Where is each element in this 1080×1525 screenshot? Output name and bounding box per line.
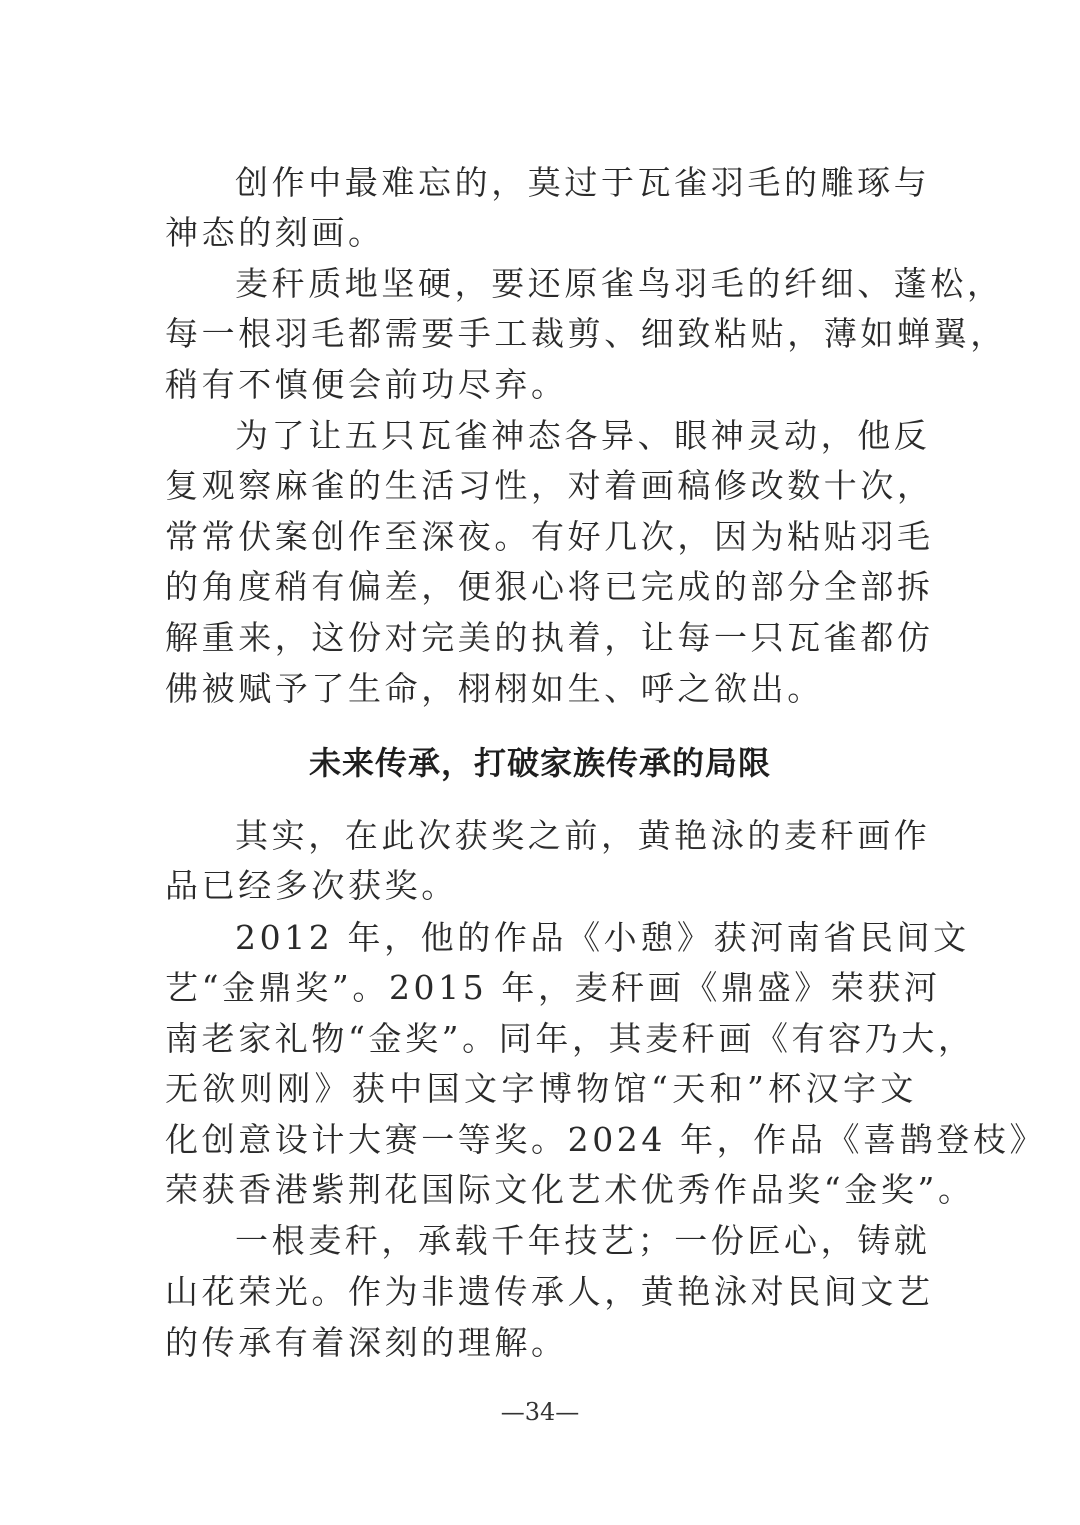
paragraph-line: 山花荣光。作为非遗传承人，黄艳泳对民间文艺 [165,1272,934,1311]
paragraph-line: 南老家礼物“金奖”。同年，其麦秆画《有容乃大， [165,1019,975,1058]
section-heading: 未来传承，打破家族传承的局限 [308,744,771,782]
paragraph-line: 麦秆质地坚硬，要还原雀鸟羽毛的纤细、蓬松， [235,264,1004,303]
page-number: —34— [500,1398,580,1426]
paragraph-line: 品已经多次获奖。 [165,866,458,905]
paragraph-line: 无欲则刚》获中国文字博物馆“天和”杯汉字文 [165,1069,917,1108]
paragraph-line: 为了让五只瓦雀神态各异、眼神灵动，他反 [235,416,931,455]
paragraph-line: 2012 年，他的作品《小憩》获河南省民间文 [235,918,970,957]
paragraph-line: 其实，在此次获奖之前，黄艳泳的麦秆画作 [235,816,931,855]
paragraph-line: 的传承有着深刻的理解。 [165,1323,568,1362]
paragraph-line: 稍有不慎便会前功尽弃。 [165,365,568,404]
paragraph-line: 艺“金鼎奖”。2015 年，麦秆画《鼎盛》荣获河 [165,968,941,1007]
paragraph-line: 的角度稍有偏差，便狠心将已完成的部分全部拆 [165,567,934,606]
paragraph-line: 每一根羽毛都需要手工裁剪、细致粘贴，薄如蝉翼， [165,314,1007,353]
paragraph-line: 荣获香港紫荆花国际文化艺术优秀作品奖“金奖”。 [165,1170,975,1209]
paragraph-line: 化创意设计大赛一等奖。2024 年，作品《喜鹊登枝》 [165,1120,1047,1159]
paragraph-line: 一根麦秆，承载千年技艺；一份匠心，铸就 [235,1221,931,1260]
paragraph-line: 复观察麻雀的生活习性，对着画稿修改数十次， [165,466,934,505]
paragraph-line: 佛被赋予了生命，栩栩如生、呼之欲出。 [165,669,824,708]
paragraph-line: 神态的刻画。 [165,213,385,252]
paragraph-line: 解重来，这份对完美的执着，让每一只瓦雀都仿 [165,618,934,657]
paragraph-line: 创作中最难忘的，莫过于瓦雀羽毛的雕琢与 [235,163,931,202]
paragraph-line: 常常伏案创作至深夜。有好几次，因为粘贴羽毛 [165,517,934,556]
